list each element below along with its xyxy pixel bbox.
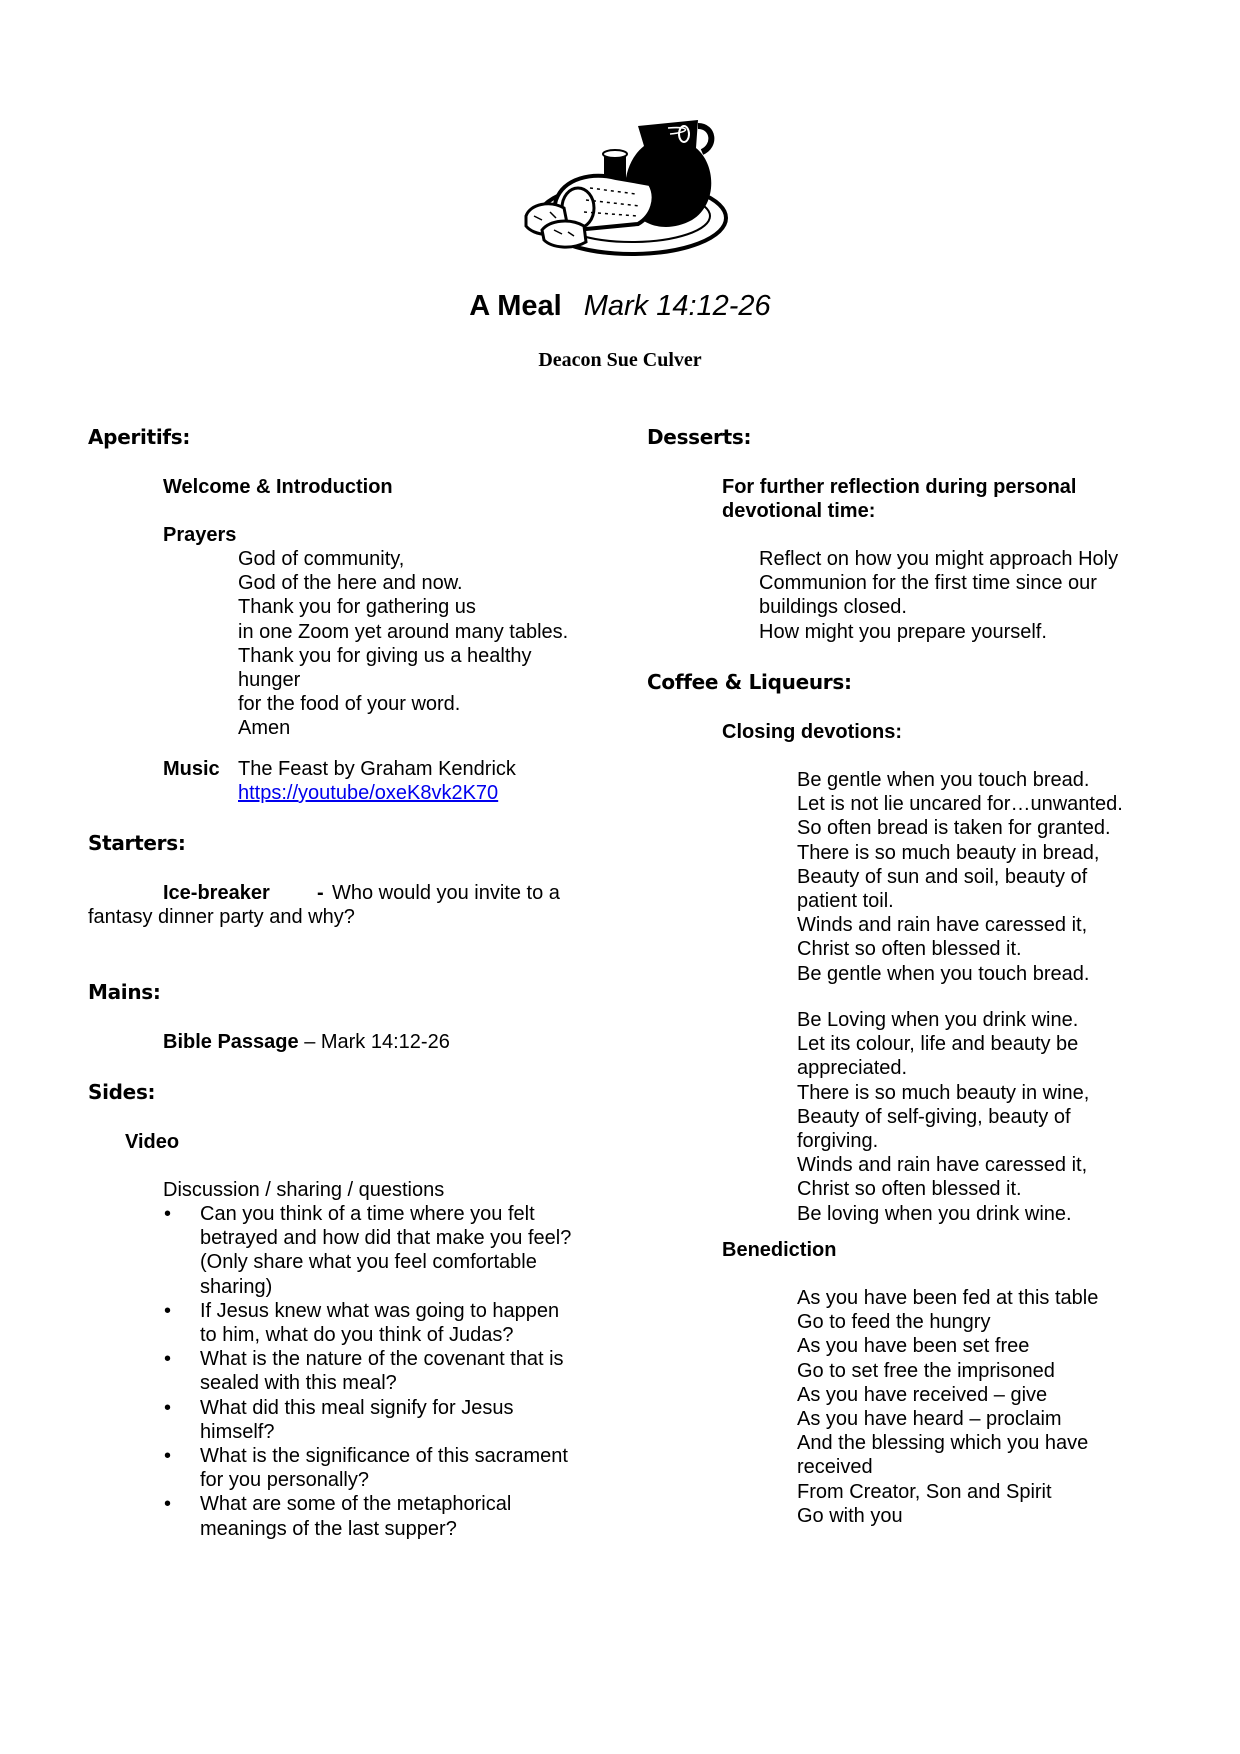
reflection-line: buildings closed.: [759, 596, 907, 619]
section-heading-aperitifs: Aperitifs:: [88, 425, 191, 449]
question-line: for you personally?: [200, 1469, 369, 1492]
music-video-link[interactable]: https://youtube/oxeK8vk2K70: [238, 782, 499, 804]
icebreaker-question: Who would you invite to a: [332, 882, 560, 904]
benediction-line: As you have heard – proclaim: [797, 1408, 1062, 1431]
question-line: meanings of the last supper?: [200, 1517, 457, 1540]
music-title: The Feast by Graham Kendrick: [238, 758, 516, 780]
list-item: [164, 1299, 571, 1347]
reflection-line: How might you prepare yourself.: [759, 620, 1047, 643]
question-line: himself?: [200, 1420, 275, 1443]
stanza-line: Winds and rain have caressed it,: [797, 914, 1088, 937]
benediction-line: Go with you: [797, 1504, 903, 1527]
bullet: •: [164, 1203, 172, 1225]
title-main: A Meal: [469, 290, 562, 322]
prayer-line: Amen: [238, 717, 291, 740]
icebreaker-question-cont: fantasy dinner party and why?: [88, 906, 355, 928]
reflection-line: Reflect on how you might approach Holy: [759, 548, 1119, 570]
video-heading: Video: [125, 1131, 180, 1153]
stanza-line: Winds and rain have caressed it,: [797, 1154, 1088, 1177]
prayer-line: in one Zoom yet around many tables.: [238, 620, 569, 643]
bible-passage: [163, 1030, 450, 1054]
prayer-line: for the food of your word.: [238, 693, 461, 716]
list-item: [164, 1444, 571, 1492]
bullet: •: [164, 1396, 172, 1419]
author: Deacon Sue Culver: [538, 349, 702, 371]
title-reference: Mark 14:12-26: [583, 290, 771, 322]
stanza-line: Be Loving when you drink wine.: [797, 1009, 1079, 1031]
bible-passage-label: Bible Passage: [163, 1031, 299, 1053]
benediction-line: From Creator, Son and Spirit: [797, 1480, 1052, 1503]
prayers-heading: Prayers: [163, 524, 237, 546]
list-item: [164, 1492, 571, 1540]
reflection-heading-line: devotional time:: [722, 500, 876, 523]
stanza-line: Beauty of sun and soil, beauty of: [797, 865, 1088, 888]
discussion-heading: Discussion / sharing / questions: [163, 1179, 445, 1201]
benediction-line: Go to set free the imprisoned: [797, 1359, 1055, 1382]
question-line: betrayed and how did that make you feel?: [200, 1227, 572, 1250]
stanza-line: So often bread is taken for granted.: [797, 817, 1111, 840]
list-item: [164, 1202, 572, 1299]
section-heading-mains: Mains:: [88, 980, 161, 1004]
list-item: [164, 1396, 571, 1444]
bible-passage-ref: – Mark 14:12-26: [304, 1031, 450, 1053]
stanza-line: Be loving when you drink wine.: [797, 1202, 1072, 1225]
question-line: sharing): [200, 1275, 273, 1298]
benediction-heading: Benediction: [722, 1239, 837, 1261]
stanza-line: Let is not lie uncared for…unwanted.: [797, 793, 1123, 816]
benediction-line: As you have been fed at this table: [797, 1287, 1099, 1309]
stanza-line: Be gentle when you touch bread.: [797, 769, 1090, 791]
question-line: to him, what do you think of Judas?: [200, 1324, 514, 1347]
question-line: What is the significance of this sacrament: [200, 1445, 568, 1468]
section-heading-coffee-liqueurs: Coffee & Liqueurs:: [647, 670, 852, 694]
bullet: •: [164, 1493, 172, 1516]
question-line: If Jesus knew what was going to happen: [200, 1299, 560, 1322]
stanza-line: Beauty of self-giving, beauty of: [797, 1105, 1071, 1128]
reflection-heading-line: For further reflection during personal: [722, 476, 1077, 498]
stanza-line: There is so much beauty in wine,: [797, 1081, 1090, 1104]
benediction-line: And the blessing which you have: [797, 1432, 1089, 1455]
reflection-heading: [722, 475, 1076, 523]
question-line: sealed with this meal?: [200, 1372, 397, 1395]
prayer-line: hunger: [238, 669, 301, 692]
benediction-text: [797, 1286, 1098, 1528]
page-title: [0, 290, 1240, 323]
stanza-line: There is so much beauty in bread,: [797, 841, 1100, 864]
prayer-line: God of community,: [238, 548, 405, 570]
prayer-line: Thank you for giving us a healthy: [238, 644, 532, 667]
benediction-line: As you have been set free: [797, 1335, 1030, 1358]
stanza-line: Christ so often blessed it.: [797, 938, 1022, 961]
stanza-line: forgiving.: [797, 1130, 879, 1153]
discussion-questions-list: [164, 1202, 572, 1541]
bread-and-wine-jug-icon: [520, 112, 730, 262]
section-heading-desserts: Desserts:: [647, 425, 752, 449]
closing-devotions-heading: Closing devotions:: [722, 721, 902, 743]
bullet: •: [164, 1348, 172, 1371]
prayer-line: God of the here and now.: [238, 572, 463, 595]
bullet: •: [164, 1445, 172, 1468]
devotion-stanza-bread: [797, 768, 1123, 986]
stanza-line: patient toil.: [797, 890, 894, 913]
reflection-line: Communion for the first time since our: [759, 572, 1097, 595]
list-item: [164, 1347, 571, 1395]
music-label: Music: [163, 758, 220, 780]
benediction-line: Go to feed the hungry: [797, 1311, 991, 1334]
question-line: (Only share what you feel comfortable: [200, 1251, 537, 1274]
stanza-line: appreciated.: [797, 1057, 908, 1080]
benediction-line: received: [797, 1456, 873, 1479]
section-heading-sides: Sides:: [88, 1080, 156, 1104]
stanza-line: Let its colour, life and beauty be: [797, 1033, 1079, 1056]
devotion-stanza-wine: [797, 1008, 1089, 1226]
prayer-text: [238, 547, 568, 741]
welcome-heading: Welcome & Introduction: [163, 476, 393, 498]
question-line: What is the nature of the covenant that is: [200, 1348, 564, 1371]
question-line: What did this meal signify for Jesus: [200, 1396, 514, 1419]
prayer-line: Thank you for gathering us: [238, 596, 476, 619]
section-heading-starters: Starters:: [88, 831, 186, 855]
bullet: •: [164, 1299, 172, 1322]
stanza-line: Christ so often blessed it.: [797, 1178, 1022, 1201]
benediction-line: As you have received – give: [797, 1383, 1048, 1406]
question-line: Can you think of a time where you felt: [200, 1203, 535, 1225]
icebreaker-label: Ice-breaker: [163, 882, 270, 904]
icebreaker-dash: -: [317, 882, 324, 904]
stanza-line: Be gentle when you touch bread.: [797, 962, 1090, 985]
question-line: What are some of the metaphorical: [200, 1493, 512, 1516]
reflection-text: [759, 547, 1118, 644]
